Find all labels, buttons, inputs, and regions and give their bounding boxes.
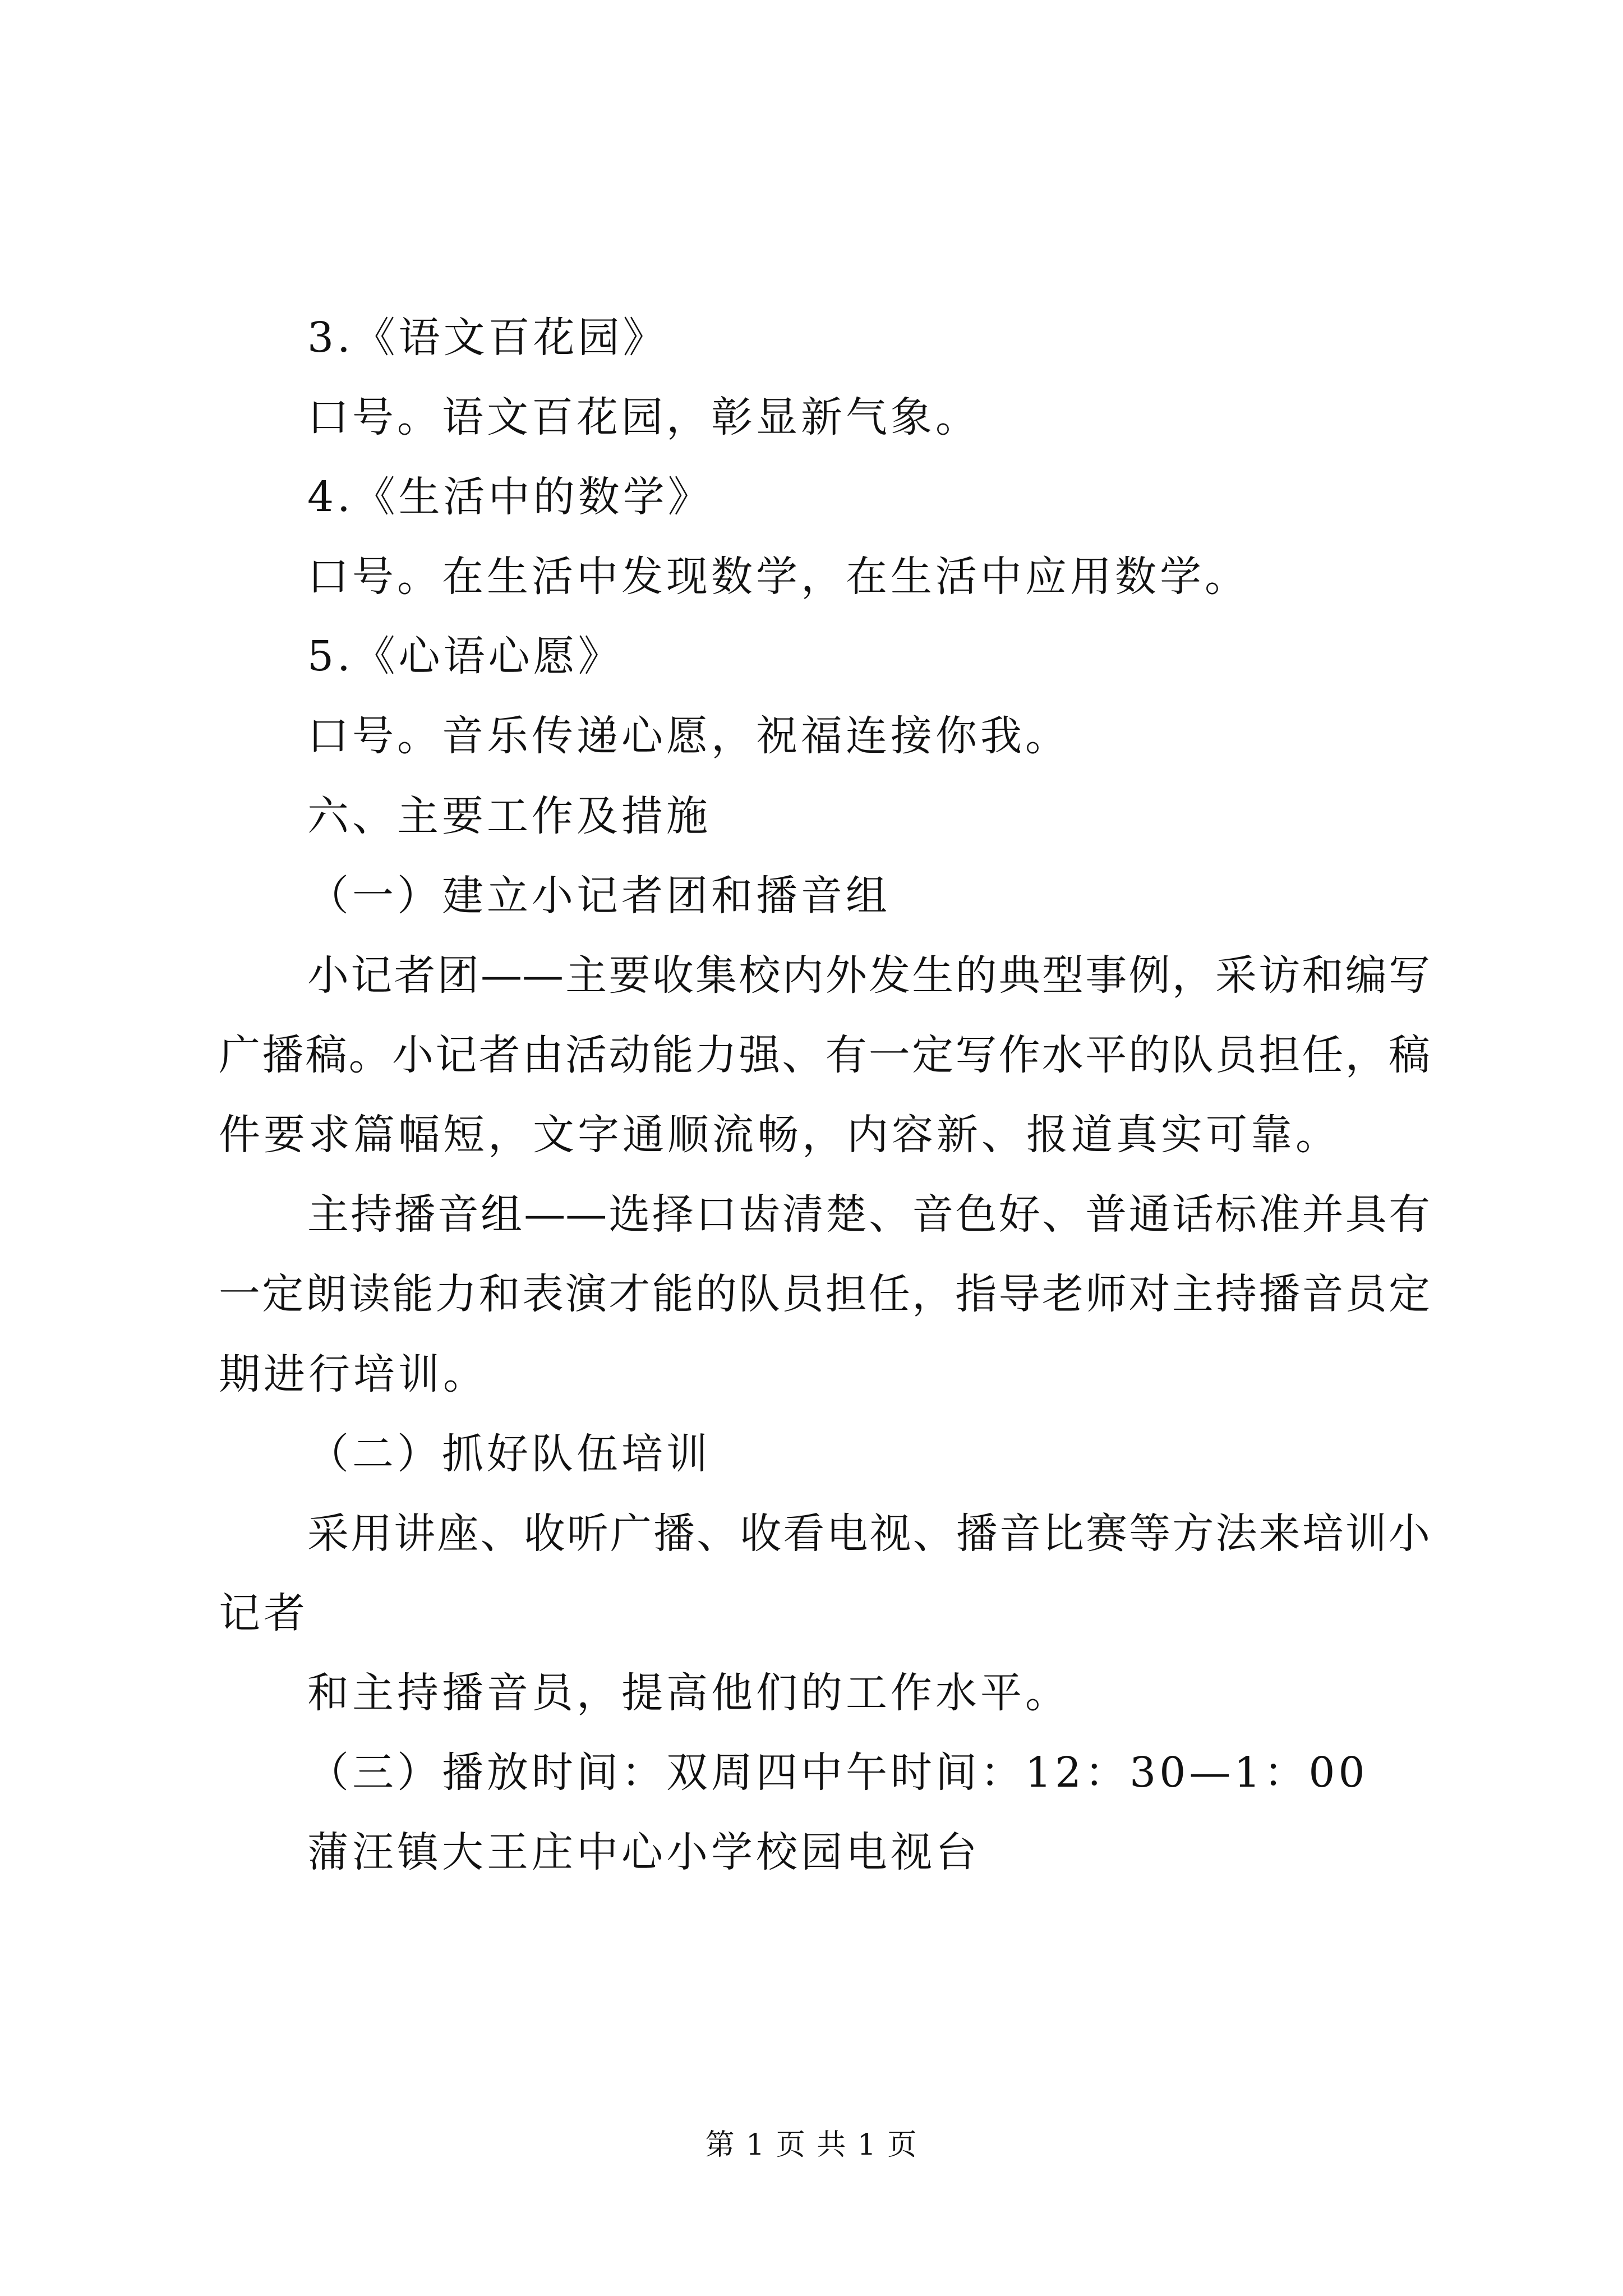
paragraph-line: 小记者团——主要收集校内外发生的典型事例，采访和编写 — [307, 951, 1430, 1000]
paragraph-line: 一定朗读能力和表演才能的队员担任，指导老师对主持播音员定 — [219, 1270, 1430, 1318]
paragraph-line: 和主持播音员，提高他们的工作水平。 — [307, 1669, 1070, 1717]
paragraph-line: 记者 — [219, 1589, 308, 1637]
item-heading-3: 3.《语文百花园》 — [307, 314, 668, 362]
schedule-line: （三）播放时间：双周四中午时间：12：30—1：00 — [307, 1749, 1368, 1797]
paragraph-line: 采用讲座、收听广播、收看电视、播音比赛等方法来培训小 — [307, 1510, 1430, 1558]
paragraph-line: 件要求篇幅短，文字通顺流畅，内容新、报道真实可靠。 — [219, 1111, 1340, 1159]
subsection-heading: （一）建立小记者团和播音组 — [307, 872, 891, 920]
page-number-footer: 第 1 页 共 1 页 — [705, 2128, 918, 2162]
subsection-heading: （二）抓好队伍培训 — [307, 1430, 711, 1478]
slogan-line: 口号。语文百花园，彰显新气象。 — [307, 393, 980, 441]
organization-name: 蒲汪镇大王庄中心小学校园电视台 — [307, 1828, 980, 1876]
paragraph-line: 主持播音组——选择口齿清楚、音色好、普通话标准并具有 — [307, 1190, 1430, 1239]
slogan-line: 口号。音乐传递心愿，祝福连接你我。 — [307, 712, 1070, 760]
paragraph-line: 广播稿。小记者由活动能力强、有一定写作水平的队员担任，稿 — [219, 1031, 1430, 1079]
item-heading-4: 4.《生活中的数学》 — [307, 473, 713, 521]
paragraph-line: 期进行培训。 — [219, 1350, 488, 1398]
item-heading-5: 5.《心语心愿》 — [307, 632, 623, 680]
slogan-line: 口号。在生活中发现数学，在生活中应用数学。 — [307, 553, 1249, 601]
section-heading: 六、主要工作及措施 — [307, 792, 711, 840]
